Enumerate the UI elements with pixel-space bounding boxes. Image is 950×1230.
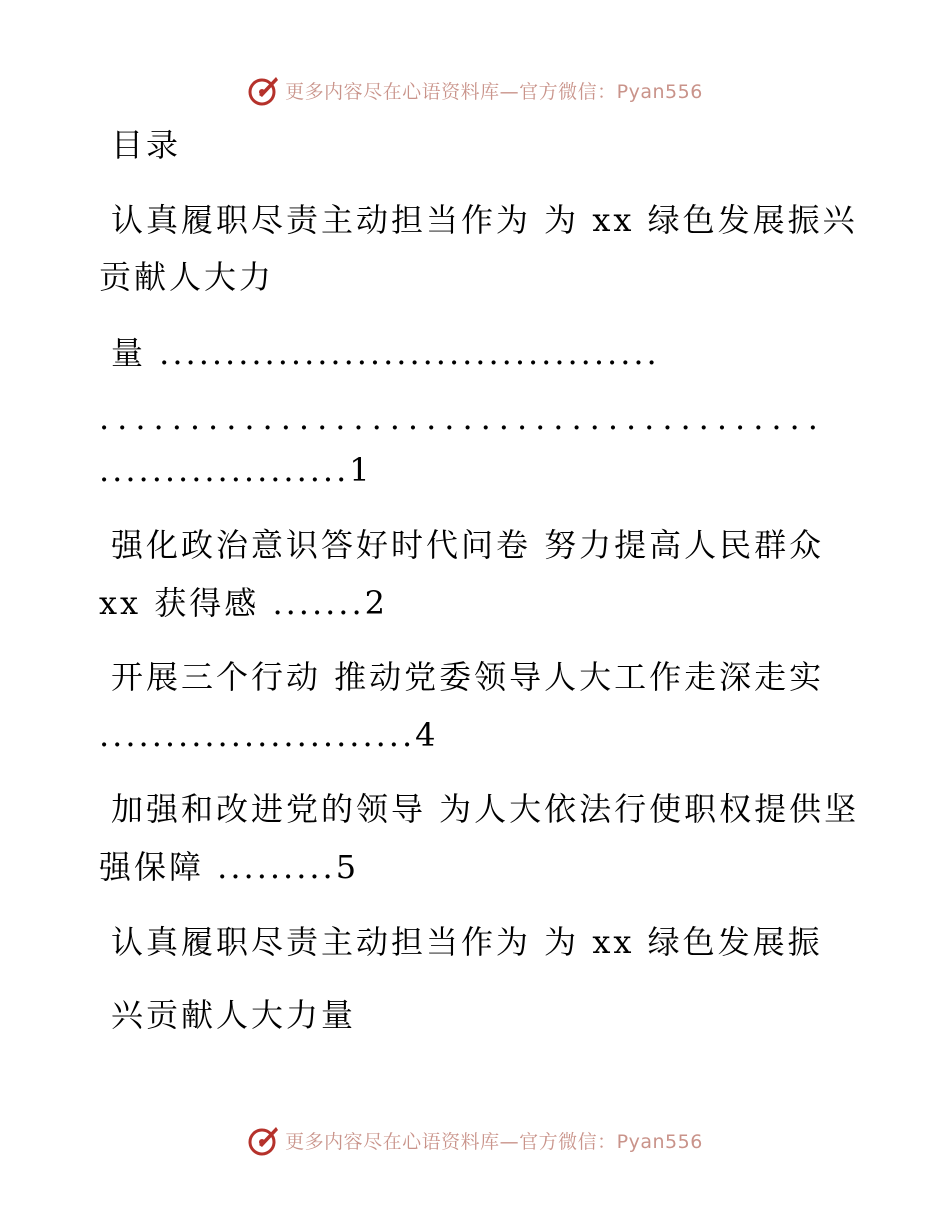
watermark-text: 更多内容尽在心语资料库—官方微信：Pyan556	[285, 1130, 703, 1153]
toc-entry-3-line-2: ........................4	[99, 716, 439, 754]
toc-entry-3-line-1: 开展三个行动 推动党委领导人大工作走深走实	[111, 658, 825, 696]
toc-entry-1-line-3: 量 ......................................	[111, 334, 660, 372]
watermark-text: 更多内容尽在心语资料库—官方微信：Pyan556	[285, 80, 703, 103]
toc-entry-4-line-2: 强保障 .........5	[99, 848, 360, 886]
quill-logo-icon	[247, 73, 281, 107]
toc-entry-1-page: ...................1	[99, 451, 373, 489]
toc-heading: 目录	[111, 126, 182, 164]
quill-logo-icon	[247, 1123, 281, 1157]
header-watermark	[0, 70, 950, 110]
section-title-line-2: 兴贡献人大力量	[111, 996, 357, 1034]
toc-entry-1-line-1: 认真履职尽责主动担当作为 为 xx 绿色发展振兴	[111, 201, 858, 239]
toc-entry-2-line-2: xx 获得感 .......2	[99, 584, 389, 622]
toc-entry-1-dot-leader: ........................................	[99, 399, 826, 437]
toc-entry-4-line-1: 加强和改进党的领导 为人大依法行使职权提供坚	[111, 790, 860, 828]
toc-entry-1-line-2: 贡献人大力	[99, 258, 275, 296]
footer-watermark	[0, 1120, 950, 1160]
section-title-line-1: 认真履职尽责主动担当作为 为 xx 绿色发展振	[111, 923, 823, 961]
toc-entry-2-line-1: 强化政治意识答好时代问卷 努力提高人民群众	[111, 526, 825, 564]
